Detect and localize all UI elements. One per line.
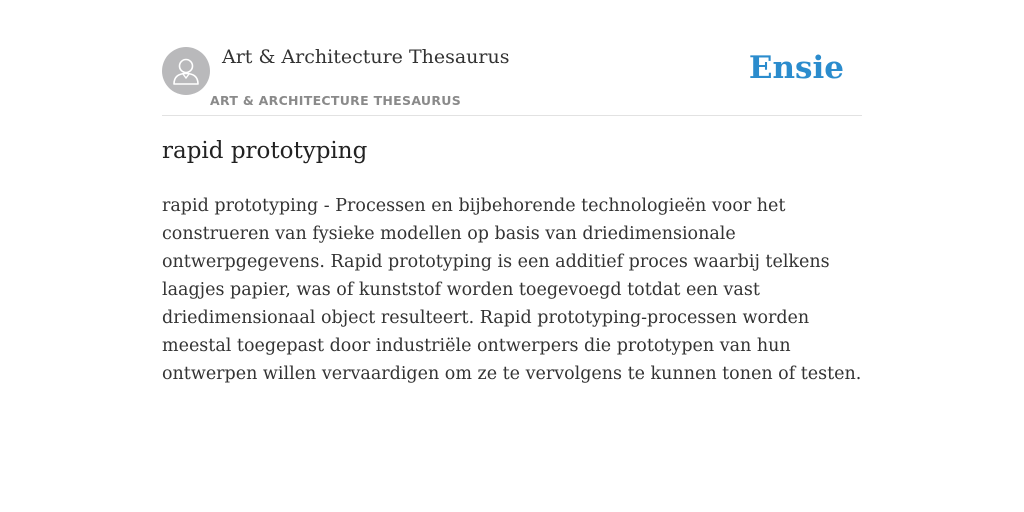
entry-definition: rapid prototyping - Processen en bijbehorende technologieën voor het construeren van fysieke modellen op basis van driedimensionale ontwerpgegevens. Rapid prototyping is een additief proces waarbij telkens laagjes papier, was of kunststof worden toegevoegd totdat een vast driedimensionaal object resulteert. Rapid prototyping-processen worden meestal toegepast door industriële ontwerpers die prototypen van hun ontwerpen willen vervaardigen om ze te vervolgens te kunnen tonen of testen. [162,196,862,384]
author-header [162,42,862,116]
source-label: ART & ARCHITECTURE THESAURUS [210,93,462,108]
user-silhouette-icon [162,47,210,95]
brand-logo[interactable]: Ensie [748,50,844,86]
author-name[interactable]: Art & Architecture Thesaurus [222,46,510,68]
avatar[interactable] [162,47,210,95]
entry-title: rapid prototyping [162,138,368,164]
